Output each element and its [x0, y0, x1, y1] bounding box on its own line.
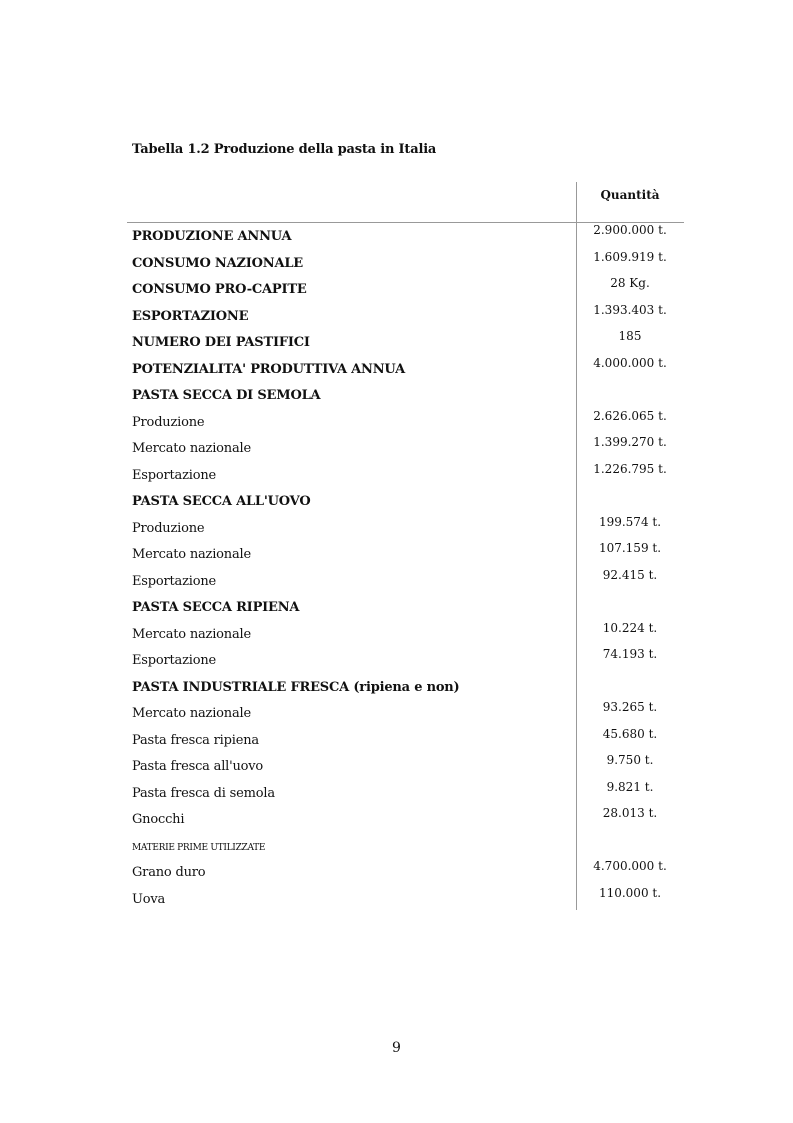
row-label: Pasta fresca di semola [132, 785, 275, 801]
row-label: PASTA SECCA RIPIENA [132, 600, 300, 615]
table-row [127, 303, 684, 330]
row-quantity: 93.265 t. [602, 700, 658, 714]
table-row [127, 859, 684, 886]
row-quantity: 1.393.403 t. [593, 302, 667, 317]
row-quantity: 1.226.795 t. [593, 461, 667, 476]
row-quantity: 185 [618, 329, 642, 343]
quantity-column-header: Quantità [600, 188, 660, 202]
row-label: PASTA SECCA DI SEMOLA [132, 388, 321, 403]
row-quantity: 9.821 t. [606, 779, 654, 794]
row-label: Uova [132, 891, 166, 907]
table-row [127, 647, 684, 674]
table-row [127, 674, 684, 701]
row-quantity: 45.680 t. [602, 726, 658, 741]
table-row [127, 541, 684, 568]
row-label: Mercato nazionale [132, 706, 251, 721]
row-quantity: 2.900.000 t. [593, 223, 667, 237]
table-row [127, 568, 684, 595]
table-row [127, 727, 684, 754]
table-row [127, 594, 684, 621]
row-label: MATERIE PRIME UTILIZZATE [132, 842, 266, 853]
table-row [127, 833, 684, 860]
row-label: ESPORTAZIONE [132, 308, 249, 324]
row-quantity: 28 Kg. [610, 276, 650, 290]
row-label: Esportazione [132, 467, 216, 483]
row-quantity: 74.193 t. [602, 647, 658, 661]
table-row [127, 886, 684, 913]
table-row [127, 488, 684, 515]
table-header [127, 182, 684, 223]
table-row [127, 700, 684, 727]
row-quantity: 10.224 t. [602, 620, 658, 635]
row-quantity: 4.700.000 t. [593, 859, 667, 873]
table-row [127, 276, 684, 303]
row-quantity: 28.013 t. [602, 806, 658, 820]
row-quantity: 4.000.000 t. [593, 355, 667, 370]
table-row [127, 329, 684, 356]
row-label: PASTA INDUSTRIALE FRESCA (ripiena e non) [132, 679, 460, 695]
row-label: POTENZIALITA' PRODUTTIVA ANNUA [132, 361, 406, 377]
table-row [127, 435, 684, 462]
row-quantity: 1.609.919 t. [593, 249, 667, 264]
table-row [127, 223, 684, 250]
row-label: Mercato nazionale [132, 626, 251, 642]
table-row [127, 806, 684, 833]
row-label: Pasta fresca all'uovo [132, 759, 264, 774]
row-label: Esportazione [132, 653, 216, 668]
row-label: Mercato nazionale [132, 547, 251, 562]
row-quantity: 107.159 t. [598, 541, 662, 555]
row-quantity: 110.000 t. [598, 885, 662, 900]
row-quantity: 1.399.270 t. [593, 435, 667, 449]
table-row [127, 356, 684, 383]
table-caption: Tabella 1.2 Produzione della pasta in Italia [132, 142, 437, 157]
row-label: NUMERO DEI PASTIFICI [132, 335, 310, 350]
table-row [127, 409, 684, 436]
row-label: Produzione [132, 520, 205, 536]
row-quantity: 199.574 t. [598, 514, 662, 529]
table-row [127, 382, 684, 409]
table-row [127, 780, 684, 807]
row-label: CONSUMO PRO-CAPITE [132, 282, 307, 297]
table-body [127, 223, 684, 912]
row-quantity: 9.750 t. [606, 753, 654, 767]
row-label: Grano duro [132, 865, 206, 880]
row-label: PRODUZIONE ANNUA [132, 229, 292, 244]
row-label: Pasta fresca ripiena [132, 732, 259, 748]
page-number: 9 [392, 1040, 401, 1056]
row-label: Esportazione [132, 573, 216, 589]
row-quantity: 2.626.065 t. [593, 408, 667, 423]
row-label: CONSUMO NAZIONALE [132, 255, 304, 271]
row-label: Gnocchi [132, 812, 185, 827]
row-label: PASTA SECCA ALL'UOVO [132, 494, 311, 509]
table-row [127, 753, 684, 780]
table-row [127, 250, 684, 277]
production-table [127, 182, 684, 912]
row-label: Produzione [132, 414, 205, 430]
row-label: Mercato nazionale [132, 441, 251, 456]
row-quantity: 92.415 t. [602, 567, 658, 582]
table-row [127, 515, 684, 542]
table-row [127, 621, 684, 648]
table-row [127, 462, 684, 489]
